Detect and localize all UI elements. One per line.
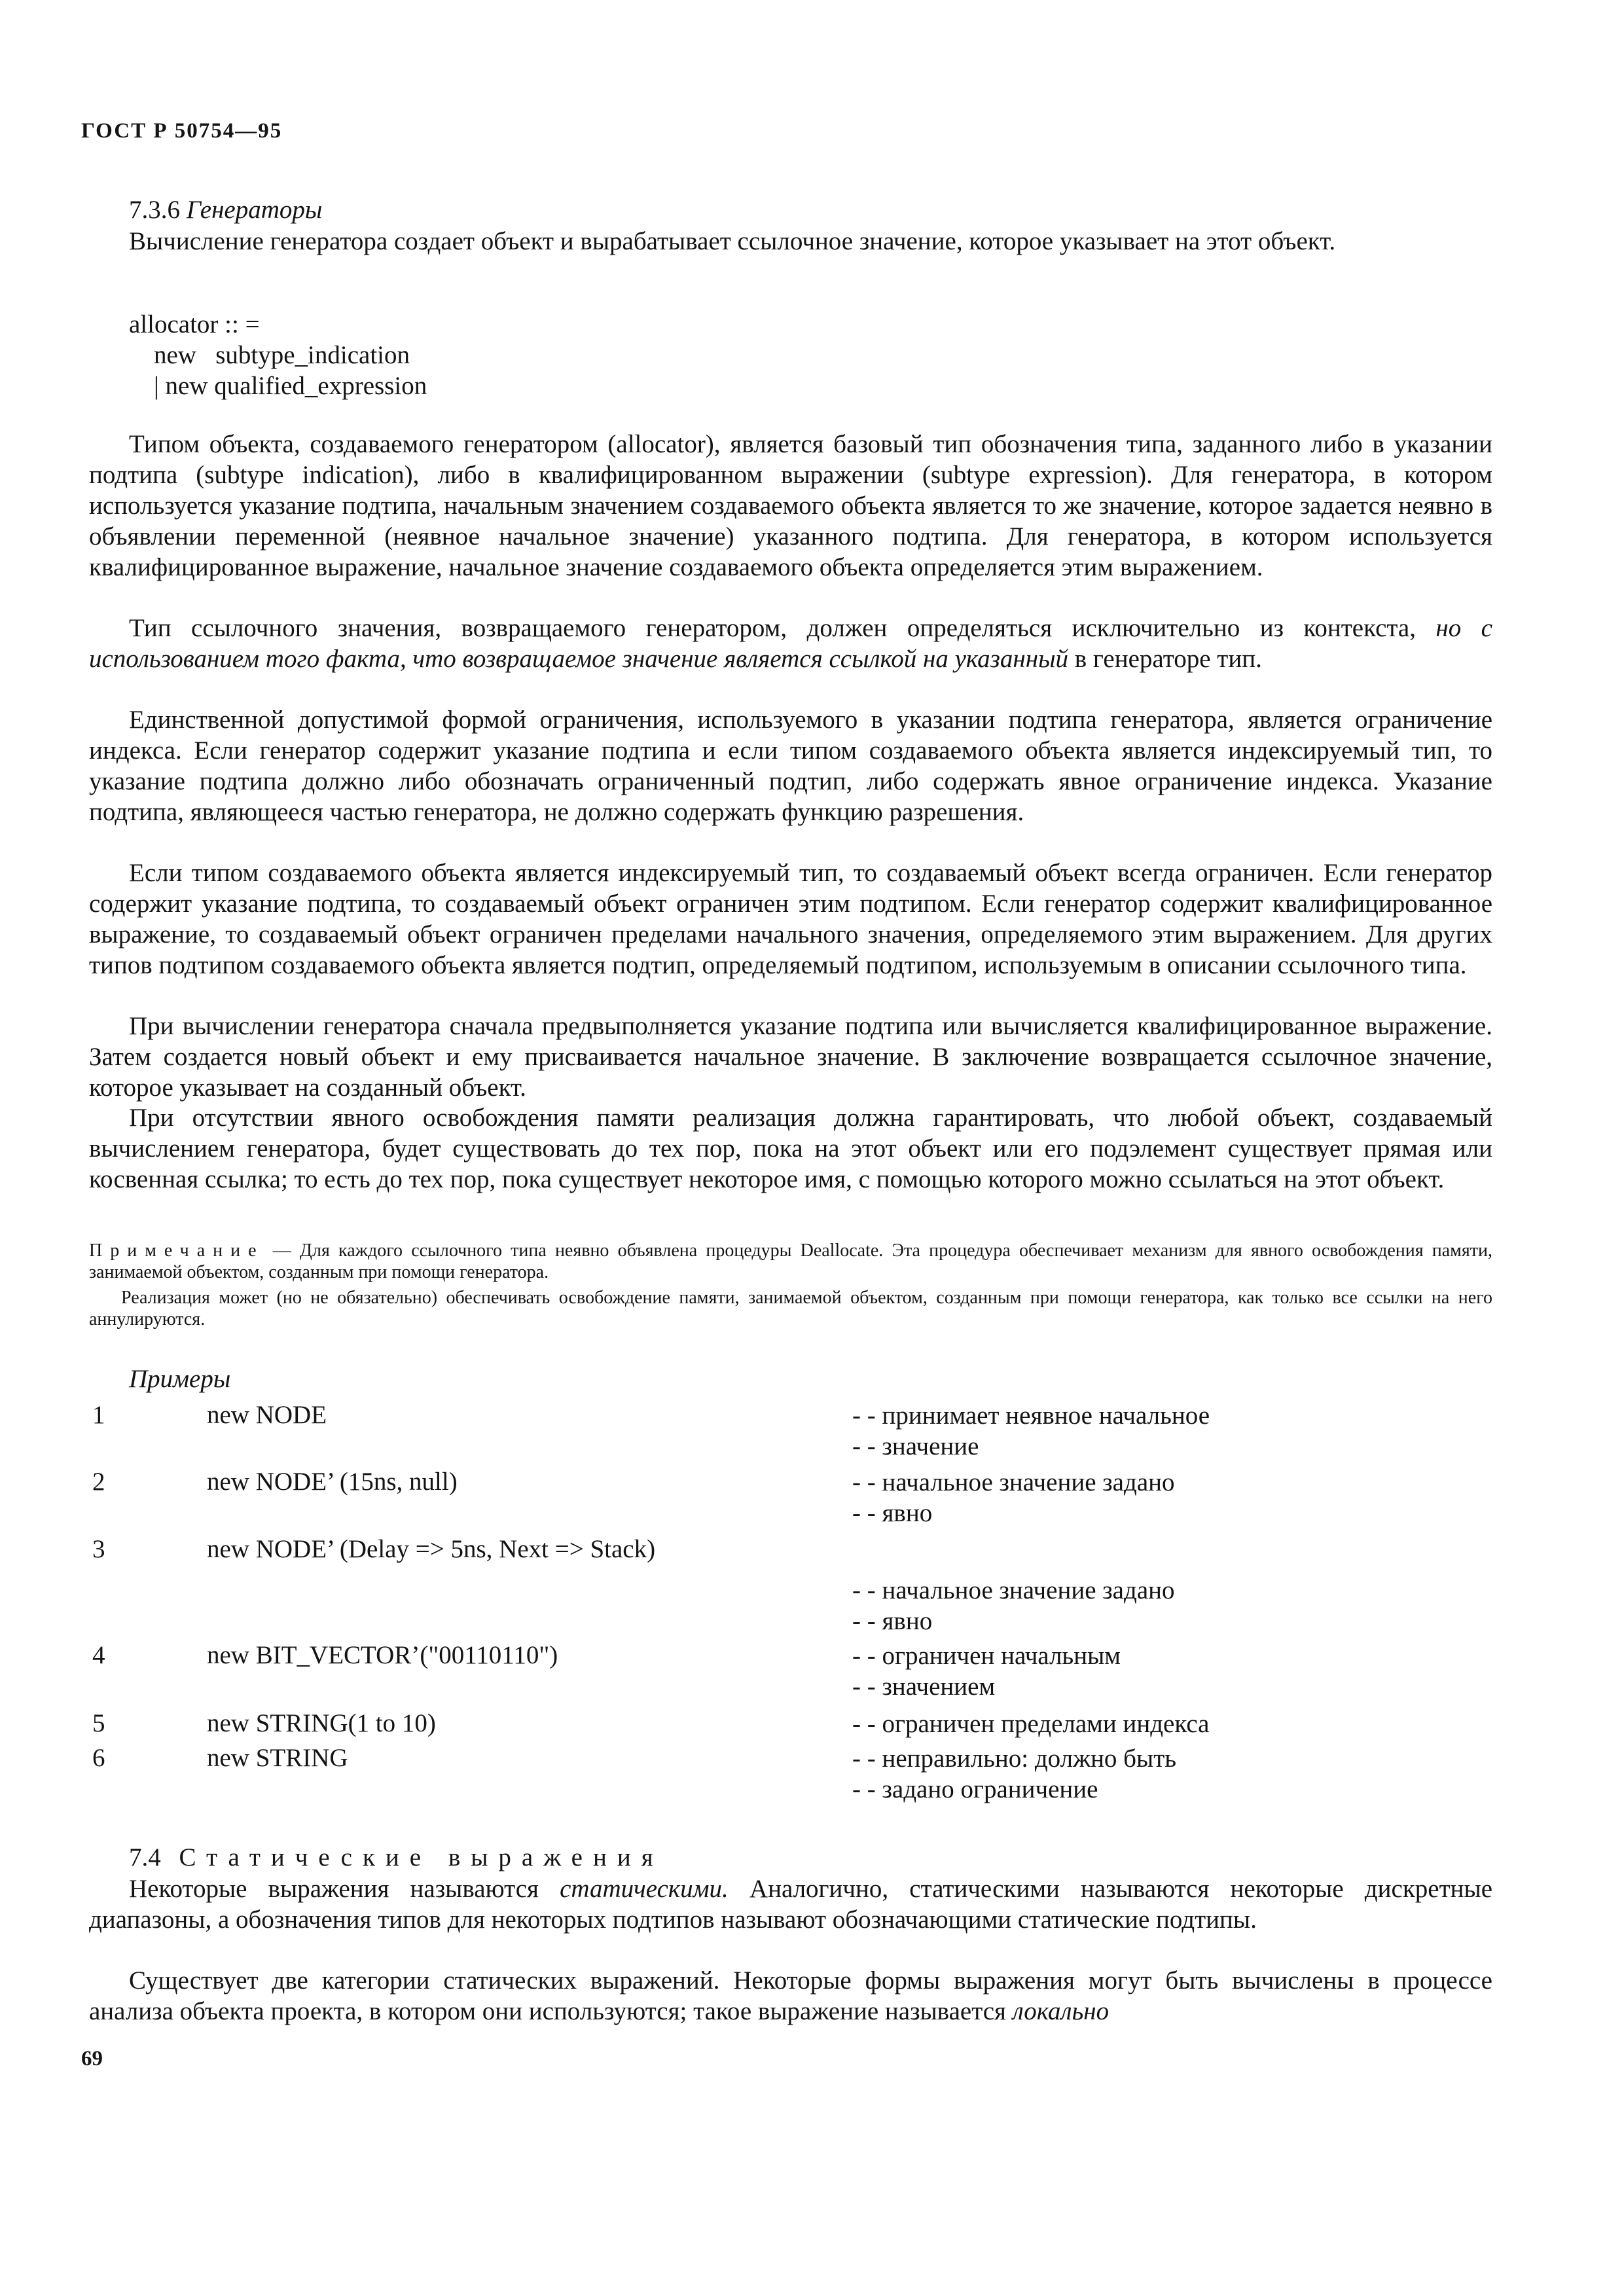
example-code: new STRING [207, 1744, 348, 1772]
example-comment-line: - - ограничен начальным [852, 1642, 1121, 1670]
section-number: 7.4 [129, 1843, 161, 1871]
grammar-line-1: allocator :: = [129, 310, 260, 338]
example-code: new BIT_VECTOR’("00110110") [207, 1641, 558, 1669]
paragraph-2-end: в генераторе тип. [1074, 645, 1262, 673]
page-number: 69 [81, 2047, 103, 2070]
paragraph-text: Аналогично, статическими называются некоторые дискретные диапазоны, а обозначения типов для некоторых подтипов называют обозначающими статические подтипы. [89, 1875, 1493, 1934]
example-comment-line: - - задано ограничение [852, 1775, 1098, 1803]
section-7-4-paragraph-1 [89, 1873, 1492, 1935]
example-comment-line: - - неправильно: должно быть [852, 1744, 1177, 1773]
example-number: 4 [92, 1641, 105, 1669]
example-comment-line: - - явно [852, 1607, 933, 1635]
example-comment-line: - - начальное значение задано [852, 1576, 1175, 1604]
paragraph-4: Если типом создаваемого объекта является индексируемый тип, то создаваемый объект всегда ограничен. Если генератор содержит указание подтипа, то создаваемый объект ограничен этим подтипом. Если генератор содержит квалифицированное выражение, то создаваемый объект ограничен пределами начального значения, определяемого этим выражением. Для других типов подтипом создаваемого объекта является подтип, определяемый подтипом, используемым в описании ссылочного типа. [89, 859, 1492, 979]
paragraph-text: Существует две категории статических выражений. Некоторые формы выражения могут быть вычислены в процессе анализа объекта проекта, в котором они используются; такое выражение называется [89, 1966, 1492, 2025]
paragraph-3: Единственной допустимой формой ограничения, используемого в указании подтипа генератора, является ограничение индекса. Если генератор содержит указание подтипа и если типом создаваемого объекта является индексируемый тип, то указание подтипа должно либо обозначать ограниченный подтип, либо содержать явное ограничение индекса. Указание подтипа, являющееся частью генератора, не должно содержать функцию разрешения. [89, 706, 1492, 826]
example-code: new NODE [207, 1401, 327, 1429]
paragraph-2-text: Тип ссылочного значения, возвращаемого генератором, должен определяться исключительно из контекста, [129, 614, 1416, 642]
paragraph-text: Некоторые выражения называются [129, 1875, 539, 1903]
note-paragraph-2: Реализация может (но не обязательно) обеспечивать освобождение памяти, занимаемой объектом, созданным при помощи генератора, как только все ссылки на него аннулируются. [89, 1288, 1492, 1329]
note-paragraph-1 [89, 1240, 1492, 1283]
example-number: 2 [92, 1468, 105, 1496]
example-number: 6 [92, 1744, 105, 1772]
note-label: Примечание [89, 1240, 264, 1261]
example-number: 3 [92, 1535, 105, 1563]
paragraph-5: При вычислении генератора сначала предвыполняется указание подтипа или вычисляется квалифицированное выражение. Затем создается новый объект и ему присваивается начальное значение. В заключение возвращается ссылочное значение, которое указывает на созданный объект. [89, 1012, 1492, 1102]
example-comment-line: - - явно [852, 1499, 933, 1527]
example-comment-line: - - значением [852, 1672, 996, 1701]
example-comment-line: - - начальное значение задано [852, 1468, 1175, 1496]
paragraph-2 [89, 613, 1492, 674]
section-title: Статические выражения [179, 1843, 664, 1871]
paragraph-2-italic: но с использованием того факта, что возвращаемое значение является ссылкой на указанный [89, 614, 1492, 673]
example-number: 5 [92, 1709, 105, 1737]
section-intro: Вычисление генератора создает объект и вырабатывает ссылочное значение, которое указывает на этот объект. [129, 227, 1336, 255]
example-code: new STRING(1 to 10) [207, 1709, 436, 1737]
section-heading-7-4 [129, 1843, 664, 1872]
section-number: 7.3.6 [129, 196, 180, 224]
examples-title: Примеры [129, 1365, 231, 1393]
example-number: 1 [92, 1401, 105, 1429]
note-text-1: — Для каждого ссылочного типа неявно объявлена процедуры Deallocate. Эта процедура обеспечивает механизм для явного освобождения памяти, занимаемой объектом, созданным при помощи генератора. [89, 1240, 1492, 1282]
example-code: new NODE’ (15ns, null) [207, 1468, 458, 1496]
section-heading-7-3-6 [129, 195, 322, 225]
example-comment-line: - - значение [852, 1432, 979, 1460]
term-italic: статическими. [560, 1875, 729, 1903]
document-header: ГОСТ Р 50754—95 [81, 119, 283, 143]
section-7-4-paragraph-2 [89, 1965, 1492, 2027]
paragraph-1: Типом объекта, создаваемого генератором (allocator), является базовый тип обозначения типа, заданного либо в указании подтипа (subtype indication), либо в квалифицированном выражении (subtype expression). Для генератора, в котором используется указание подтипа, начальным значением создаваемого объекта является то же значение, которое задается неявно в объявлении переменной (неявное начальное значение) указанного подтипа. Для генератора, в котором используется квалифицированное выражение, начальное значение создаваемого объекта определяется этим выражением. [89, 430, 1492, 581]
example-comment-line: - - ограничен пределами индекса [852, 1710, 1210, 1738]
grammar-line-2: new subtype_indication [154, 341, 410, 369]
paragraph-6: При отсутствии явного освобождения памяти реализация должна гарантировать, что любой объект, создаваемый вычислением генератора, будет существовать до тех пор, пока на этот объект или его подэлемент существует прямая или косвенная ссылка; то есть до тех пор, пока существует некоторое имя, с помощью которого можно ссылаться на этот объект. [89, 1104, 1492, 1193]
term-italic: локально [1012, 1997, 1110, 2025]
example-comment-line: - - принимает неявное начальное [852, 1401, 1210, 1430]
example-code: new NODE’ (Delay => 5ns, Next => Stack) [207, 1535, 656, 1563]
section-title: Генераторы [186, 196, 323, 224]
grammar-line-3: | new qualified_expression [154, 372, 427, 400]
